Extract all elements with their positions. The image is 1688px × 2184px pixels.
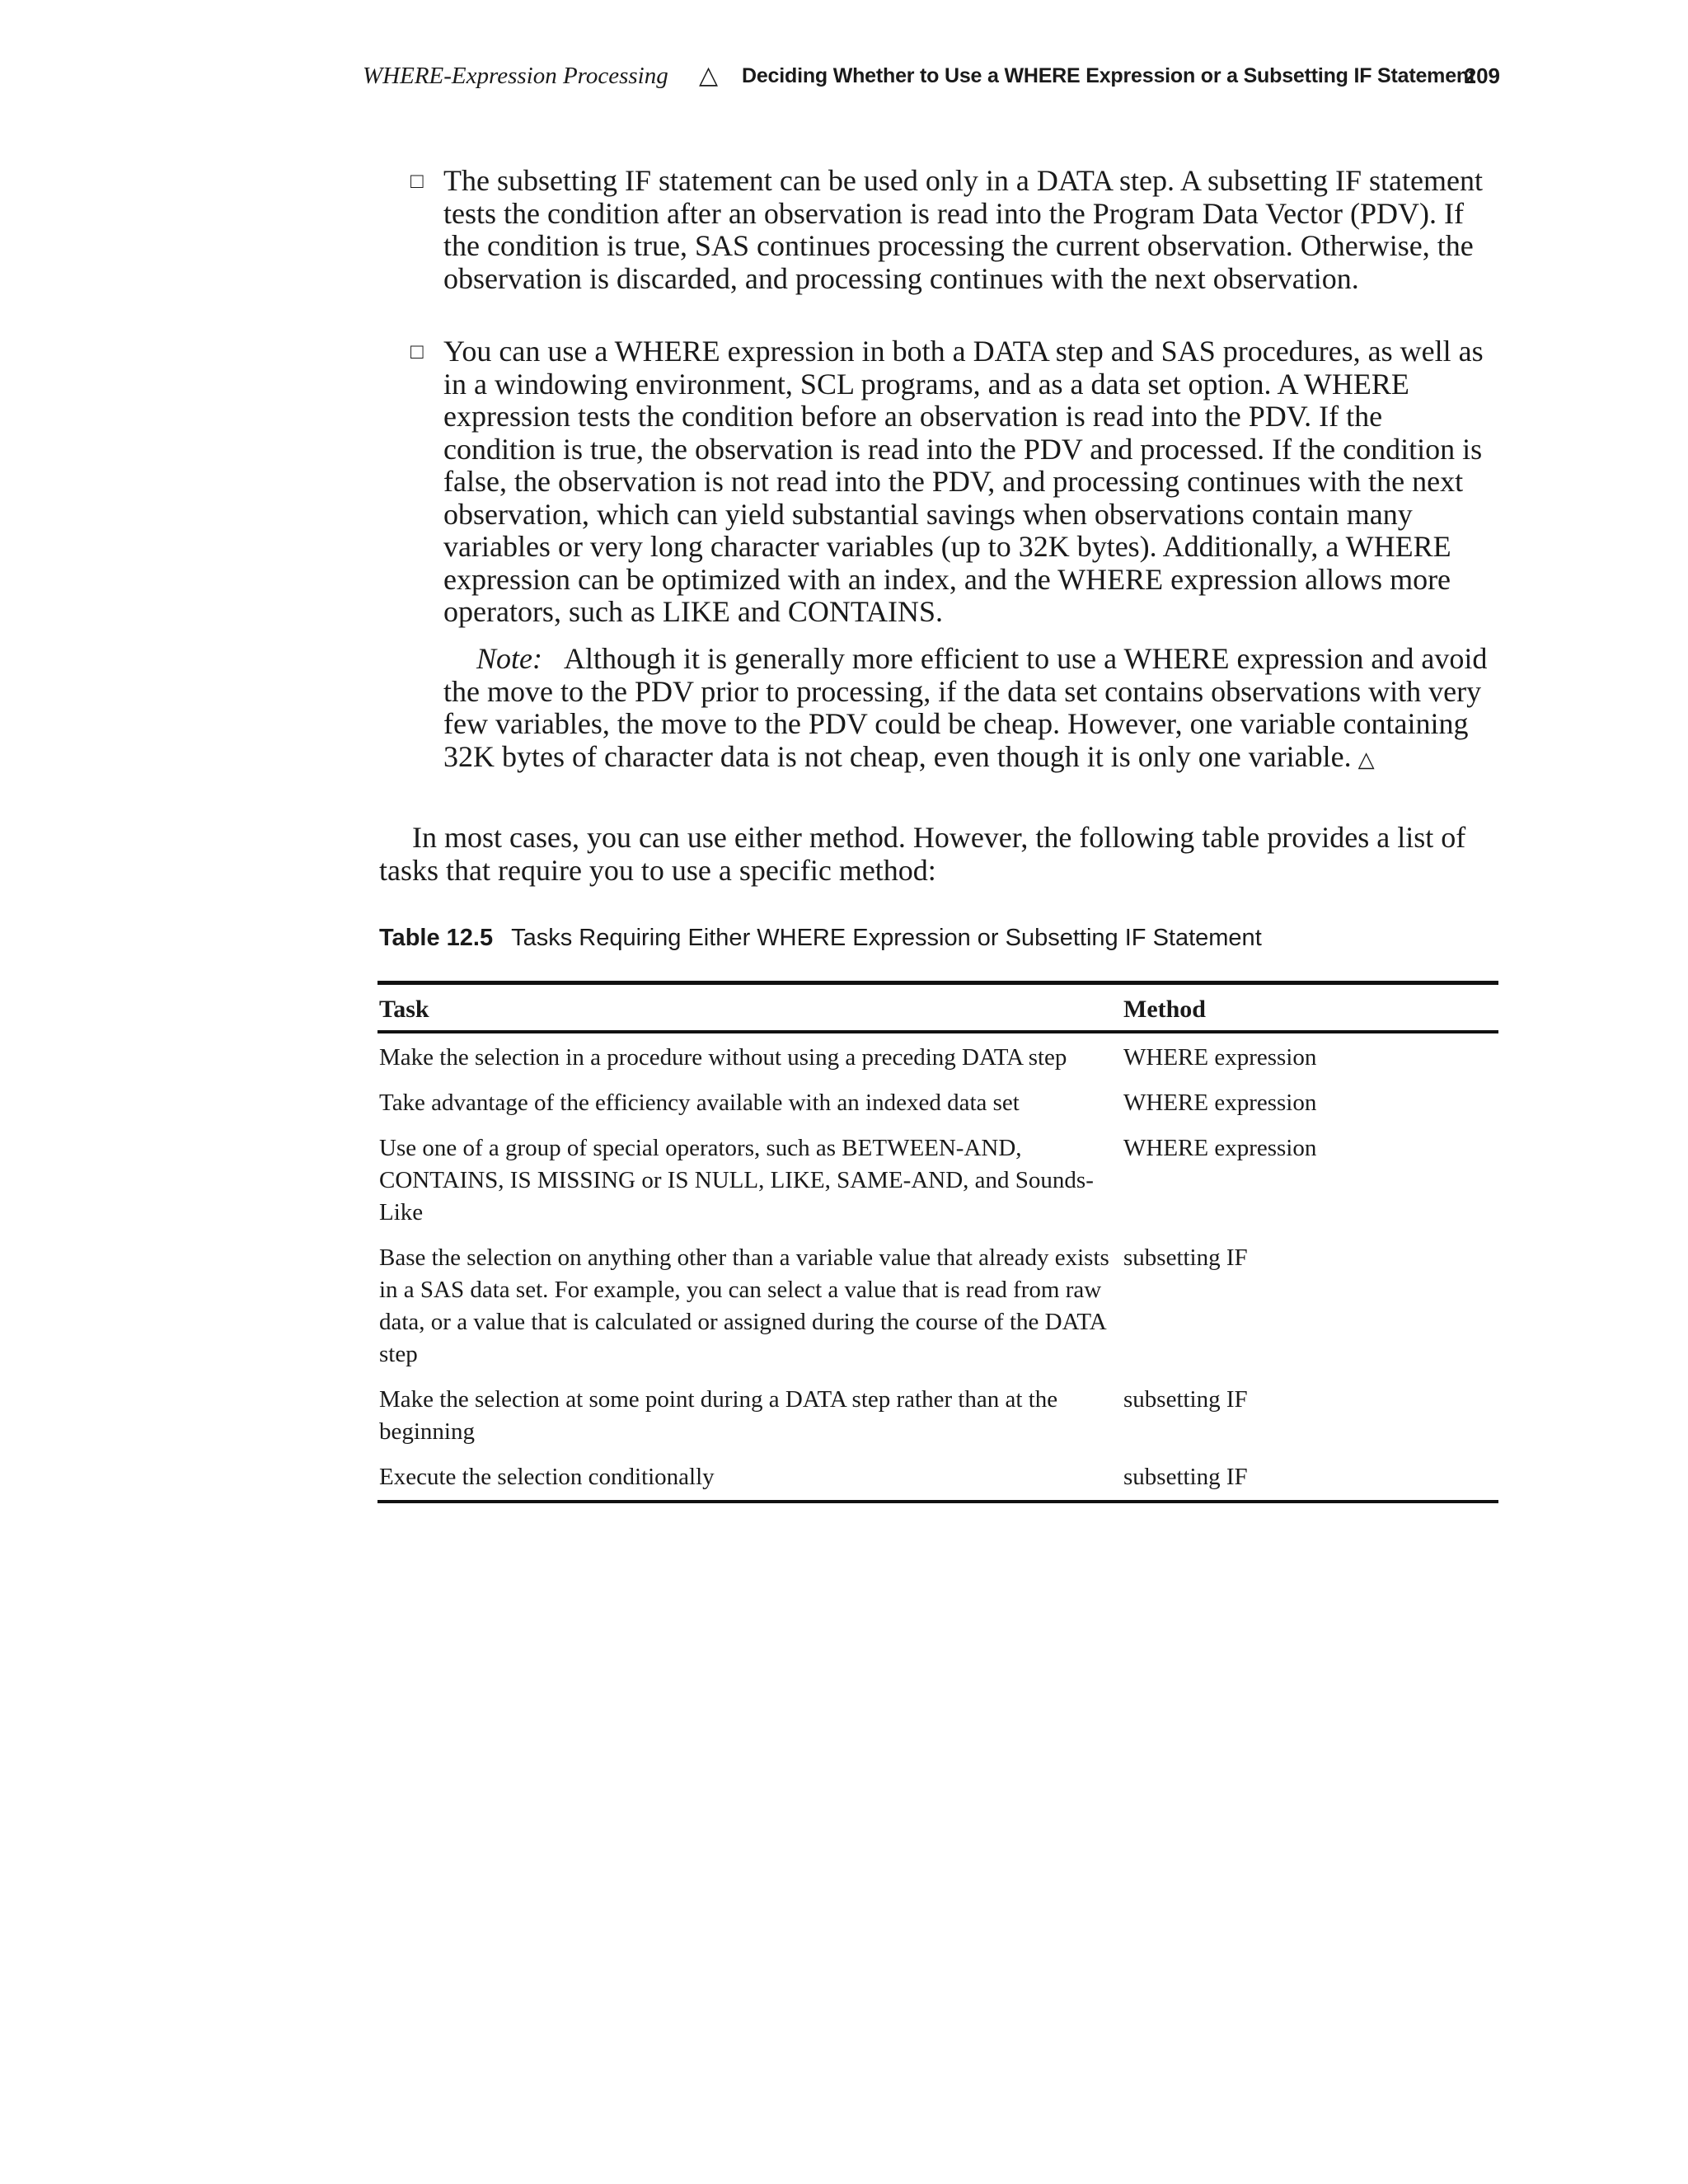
intro-paragraph: In most cases, you can use either method. However, the following table provides a list of tasks that require you to use a specific method: [379,821,1466,887]
bullet-text: The subsetting IF statement can be used only in a DATA step. A subsetting IF statement tests the condition after an observation is read into the Program Data Vector (PDV). If the condition is true, SAS continues processing the current observation. Otherwise, the observation is discarded, and processing continues with the next observation. [443,164,1483,295]
task-cell: Make the selection at some point during a DATA step rather than at the beginning [379,1386,1058,1445]
method-cell: WHERE expression [1123,1090,1317,1116]
table-header-row [377,983,1498,1033]
triangle-separator-icon: △ [699,61,719,90]
method-cell: WHERE expression [1123,1044,1317,1071]
task-cell: Make the selection in a procedure without using a preceding DATA step [379,1044,1067,1071]
bullet-text: You can use a WHERE expression in both a DATA step and SAS procedures, as well as in a windowing environment, SCL programs, and as a data set option. A WHERE expression tests the condition before an observation is read into the PDV. If the condition is true, the observation is read into the PDV and processed. If the condition is false, the observation is not read into the PDV, and processing continues with the next observation, which can yield substantial savings when observations contain many variables or very long character variables (up to 32K bytes). Additionally, a WHERE expression can be optimized with an index, and the WHERE expression allows more operators, such as LIKE and CONTAINS. [443,335,1484,628]
task-cell: Execute the selection conditionally [377,1455,1122,1502]
running-header [363,59,1500,92]
table-row [377,1377,1498,1455]
method-cell: subsetting IF [1123,1244,1248,1271]
bullet-item-where-expression [410,335,1500,629]
square-bullet-icon: □ [410,340,424,363]
table-caption-text: Tasks Requiring Either WHERE Expression or Subsetting IF Statement [511,925,1262,951]
bullet-item-subsetting-if [410,164,1500,295]
column-header-method: Method [1122,983,1498,1033]
table-caption [379,921,1500,954]
method-cell: WHERE expression [1123,1135,1317,1161]
square-bullet-icon: □ [410,169,424,193]
page-number: 209 [1464,63,1500,88]
method-cell: subsetting IF [1123,1386,1248,1413]
column-header-task: Task [377,983,1122,1033]
task-cell: Use one of a group of special operators, such as BETWEEN-AND, CONTAINS, IS MISSING or IS NULL, LIKE, SAME-AND, and Sounds-Like [379,1135,1094,1226]
table-row [377,1032,1498,1080]
note-text: Although it is generally more efficient to use a WHERE expression and avoid the move to the PDV prior to processing, if the data set contains observations with very few variables, the move to the PDV could be cheap. However, one variable containing 32K bytes of character data is not cheap, even though it is only one variable. [443,642,1488,773]
note-label: Note: [476,642,542,675]
table-caption-number: Table 12.5 [379,925,494,951]
task-cell: Take advantage of the efficiency available with an indexed data set [379,1090,1020,1116]
header-section-title: WHERE-Expression Processing [363,63,668,89]
triangle-end-icon: △ [1357,747,1375,771]
method-cell: subsetting IF [1122,1455,1498,1502]
header-chapter-title: Deciding Whether to Use a WHERE Expression or a Subsetting IF Statement [742,64,1476,87]
table-row [377,1235,1498,1377]
note-block [443,643,1500,776]
task-cell: Base the selection on anything other than a variable value that already exists in a SAS data set. For example, you can select a value that is read from raw data, or a value that is calculated or assigned during the course of the DATA step [379,1244,1109,1367]
table-row [377,1080,1498,1126]
table-row [377,1455,1498,1502]
tasks-table [377,981,1498,1503]
table-row [377,1126,1498,1235]
